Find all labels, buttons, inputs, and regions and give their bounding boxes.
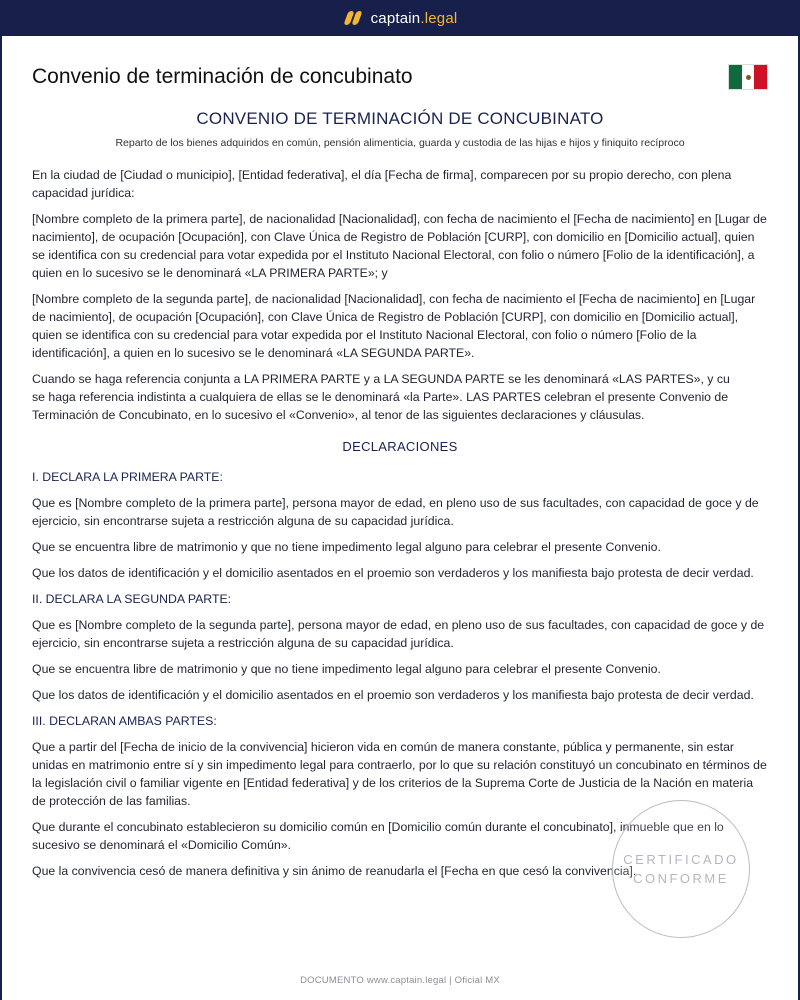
stamp-line-2: CONFORME <box>633 871 729 886</box>
footer: DOCUMENTO www.captain.legal | Oficial MX <box>300 975 500 986</box>
section-2-heading: II. DECLARA LA SEGUNDA PARTE: <box>32 592 232 606</box>
top-bar <box>0 0 800 36</box>
section-1-paragraph: Que los datos de identificación y el domicilio asentados en el proemio son verdaderos y los manifiesta bajo protesta de decir verdad. <box>32 566 754 580</box>
parties-definition-paragraph <box>32 370 768 424</box>
section-2-paragraph: Que los datos de identificación y el domicilio asentados en el proemio son verdaderos y los manifiesta bajo protesta de decir verdad. <box>32 688 754 702</box>
section-2-paragraph: Que es [Nombre completo de la segunda parte], persona mayor de edad, en pleno uso de sus facultades, con capacidad de goce y de ejercicio, sin encontrarse sujeta a restricción alguna de su capacidad jurídica. <box>32 618 765 650</box>
page-title: Convenio de terminación de concubinato <box>32 65 413 88</box>
page-header <box>32 64 768 90</box>
declarations-title: DECLARACIONES <box>342 439 458 454</box>
parties-definition-rest: se haga referencia indistinta a cualquiera de ellas se le denominará «la Parte». LAS PARTES celebran el presente Convenio de Terminación de Concubinato, en lo sucesivo el «Convenio», al tenor de las siguientes declaraciones y cláusulas. <box>32 390 729 422</box>
mexico-flag-icon <box>728 64 768 90</box>
stamp-line-1: CERTIFICADO <box>623 852 739 867</box>
section-1-paragraph: Que se encuentra libre de matrimonio y que no tiene impedimento legal alguno para celebrar el presente Convenio. <box>32 540 661 554</box>
section-3-paragraph: Que a partir del [Fecha de inicio de la convivencia] hicieron vida en común de manera constante, pública y permanente, sin estar unidas en matrimonio entre sí y sin impedimento legal para contraerlo, por lo que su relación constituyó un concubinato en términos de la legislación civil o familiar vigente en [Entidad federativa] y de los criterios de la Suprema Corte de Justicia de la Nación en materia de protección de las familias. <box>32 740 767 808</box>
section-2-paragraph: Que se encuentra libre de matrimonio y que no tiene impedimento legal alguno para celebrar el presente Convenio. <box>32 662 661 676</box>
certified-stamp <box>612 800 750 938</box>
section-3-paragraph: Que durante el concubinato establecieron su domicilio común en [Domicilio común durante el concubinato], inmueble que en lo sucesivo se denominará el «Domicilio Común». <box>32 820 724 852</box>
section-3-heading: III. DECLARAN AMBAS PARTES: <box>32 714 217 728</box>
brand-main: captain <box>370 9 421 27</box>
captain-logo-icon <box>343 10 363 26</box>
brand-name[interactable] <box>371 10 458 27</box>
intro-paragraph: En la ciudad de [Ciudad o municipio], [Entidad federativa], el día [Fecha de firma], comparecen por su propio derecho, con plena capacidad jurídica: <box>32 168 732 200</box>
first-party-paragraph: [Nombre completo de la primera parte], de nacionalidad [Nacionalidad], con fecha de nacimiento el [Fecha de nacimiento] en [Lugar de nacimiento], de ocupación [Ocupación], con Clave Única de Registro de Población [CURP], con domicilio en [Domicilio actual], quien se identifica con su credencial para votar expedida por el Instituto Nacional Electoral, con folio o número [Folio de la identificación], a quien en lo sucesivo se le denominará «LA PRIMERA PARTE»; y <box>32 212 767 280</box>
document-subtitle: Reparto de los bienes adquiridos en común, pensión alimenticia, guarda y custodia de las hijas e hijos y finiquito recíproco <box>115 137 685 149</box>
section-1-heading: I. DECLARA LA PRIMERA PARTE: <box>32 470 223 484</box>
section-1-paragraph: Que es [Nombre completo de la primera parte], persona mayor de edad, en pleno uso de sus facultades, con capacidad de goce y de ejercicio, sin encontrarse sujeta a restricción alguna de su capacidad jurídica. <box>32 496 759 528</box>
parties-definition-line: Cuando se haga referencia conjunta a LA PRIMERA PARTE y a LA SEGUNDA PARTE se les denominará «LAS PARTES», y cu <box>32 372 730 386</box>
section-3-paragraph: Que la convivencia cesó de manera definitiva y sin ánimo de reanudarla el [Fecha en que cesó la convivencia]. <box>32 864 637 878</box>
document-title: CONVENIO DE TERMINACIÓN DE CONCUBINATO <box>196 109 604 128</box>
second-party-paragraph: [Nombre completo de la segunda parte], de nacionalidad [Nacionalidad], con fecha de nacimiento el [Fecha de nacimiento] en [Lugar de nacimiento], de ocupación [Ocupación], con Clave Única de Registro de Población [CURP], con domicilio en [Domicilio actual], quien se identifica con su credencial para votar expedida por el Instituto Nacional Electoral, con folio o número [Folio de la identificación], a quien en lo sucesivo se le denominará «LA SEGUNDA PARTE». <box>32 292 756 360</box>
document-body <box>32 110 768 888</box>
brand-accent: .legal <box>420 9 458 27</box>
